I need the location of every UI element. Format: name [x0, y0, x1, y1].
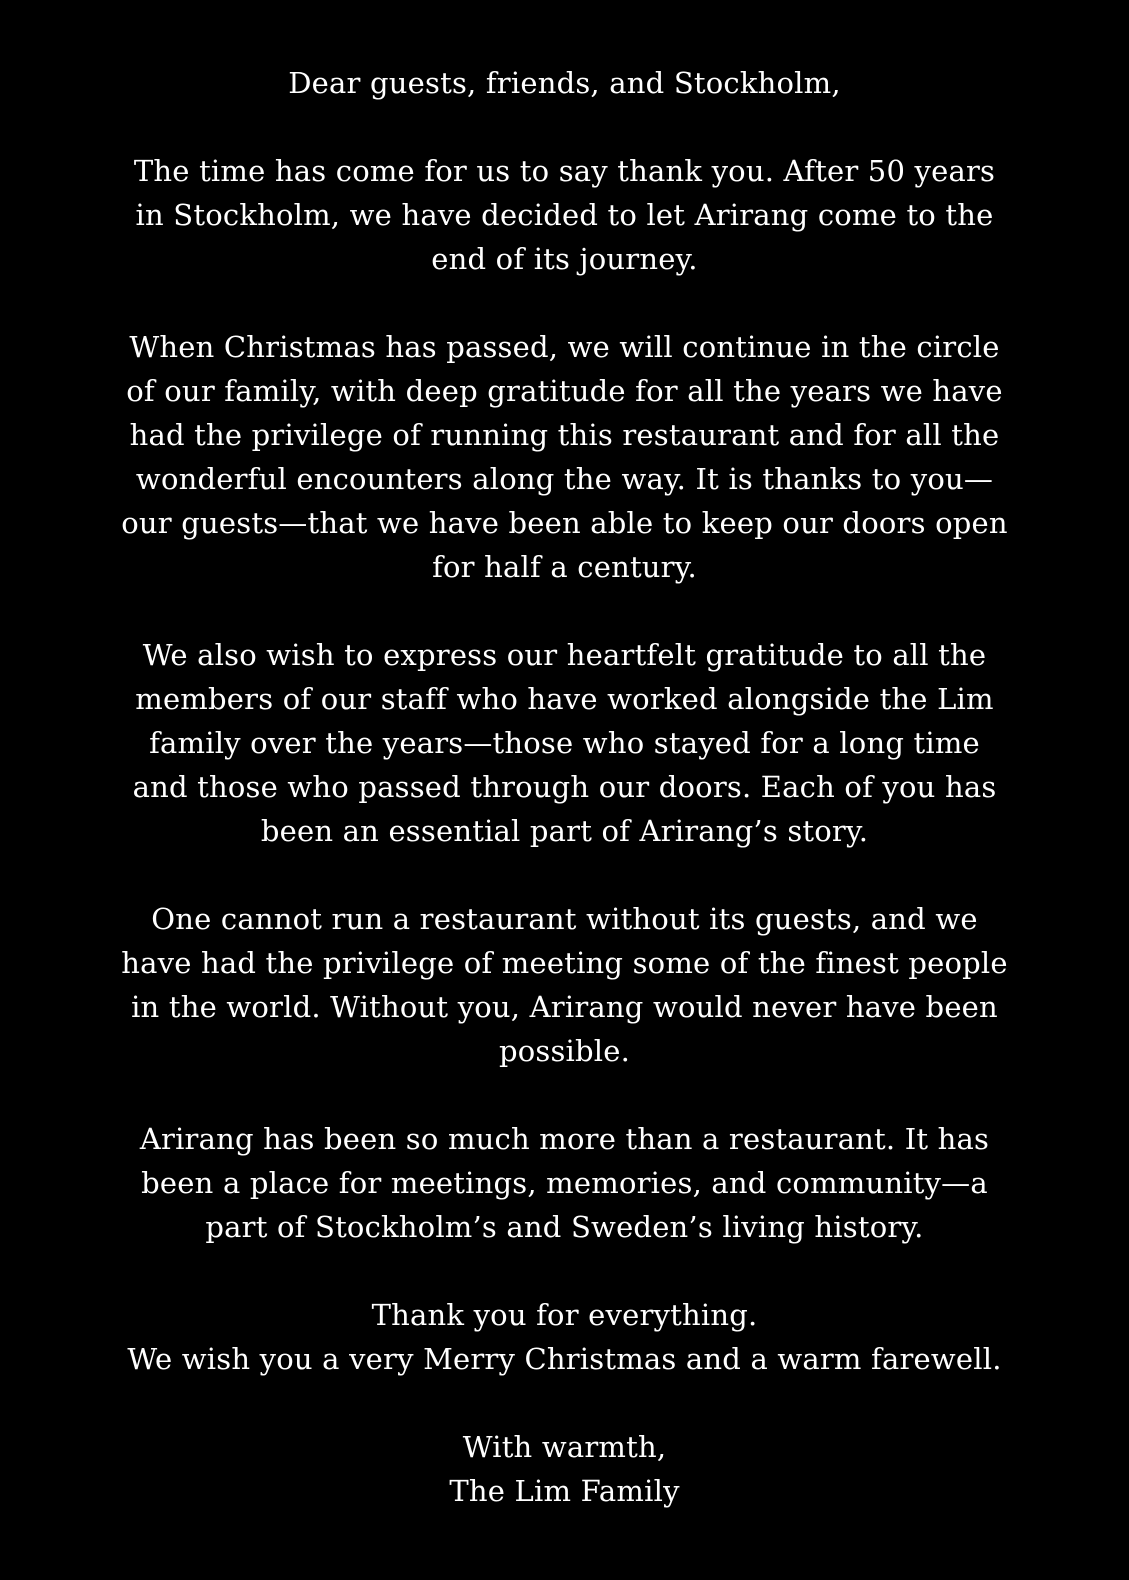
letter-line: family over the years—those who stayed for a long time: [149, 726, 980, 760]
letter-line: our guests—that we have been able to keep our doors open: [121, 506, 1008, 540]
paragraph: [0, 897, 1129, 1073]
letter-line: wonderful encounters along the way. It is thanks to you—: [135, 462, 994, 496]
closing: With warmth,: [462, 1430, 667, 1464]
letter-line: of our family, with deep gratitude for all the years we have: [126, 374, 1003, 408]
letter-line: had the privilege of running this restaurant and for all the: [129, 418, 1000, 452]
letter-line: in Stockholm, we have decided to let Arirang come to the: [135, 198, 994, 232]
paragraph: [0, 633, 1129, 853]
letter-line: and those who passed through our doors. Each of you has: [132, 770, 997, 804]
letter-line: part of Stockholm’s and Sweden’s living history.: [205, 1210, 924, 1244]
paragraph: [0, 1117, 1129, 1249]
letter-line: possible.: [498, 1034, 631, 1068]
letter-line: end of its journey.: [431, 242, 698, 276]
letter-line: Thank you for everything.: [371, 1298, 758, 1332]
letter-body: [0, 149, 1129, 1381]
letter-line: We wish you a very Merry Christmas and a warm farewell.: [127, 1342, 1002, 1376]
paragraph: [0, 149, 1129, 281]
letter-line: Dear guests, friends, and Stockholm,: [288, 66, 841, 100]
letter-line: members of our staff who have worked alongside the Lim: [135, 682, 994, 716]
letter-line: When Christmas has passed, we will continue in the circle: [129, 330, 1000, 364]
letter-line: been an essential part of Arirang’s story.: [260, 814, 869, 848]
letter-line: The time has come for us to say thank you. After 50 years: [133, 154, 996, 188]
greeting: [0, 61, 1129, 105]
paragraph: [0, 1293, 1129, 1381]
farewell-letter: [0, 61, 1129, 1557]
letter-line: Arirang has been so much more than a restaurant. It has: [139, 1122, 990, 1156]
letter-line: We also wish to express our heartfelt gratitude to all the: [142, 638, 987, 672]
letter-line: in the world. Without you, Arirang would never have been: [131, 990, 998, 1024]
sign-off: [0, 1425, 1129, 1513]
signature: The Lim Family: [449, 1474, 680, 1508]
paragraph: [0, 325, 1129, 589]
letter-line: been a place for meetings, memories, and community—a: [141, 1166, 988, 1200]
letter-line: for half a century.: [432, 550, 697, 584]
letter-line: One cannot run a restaurant without its guests, and we: [151, 902, 978, 936]
letter-line: have had the privilege of meeting some of the finest people: [121, 946, 1008, 980]
